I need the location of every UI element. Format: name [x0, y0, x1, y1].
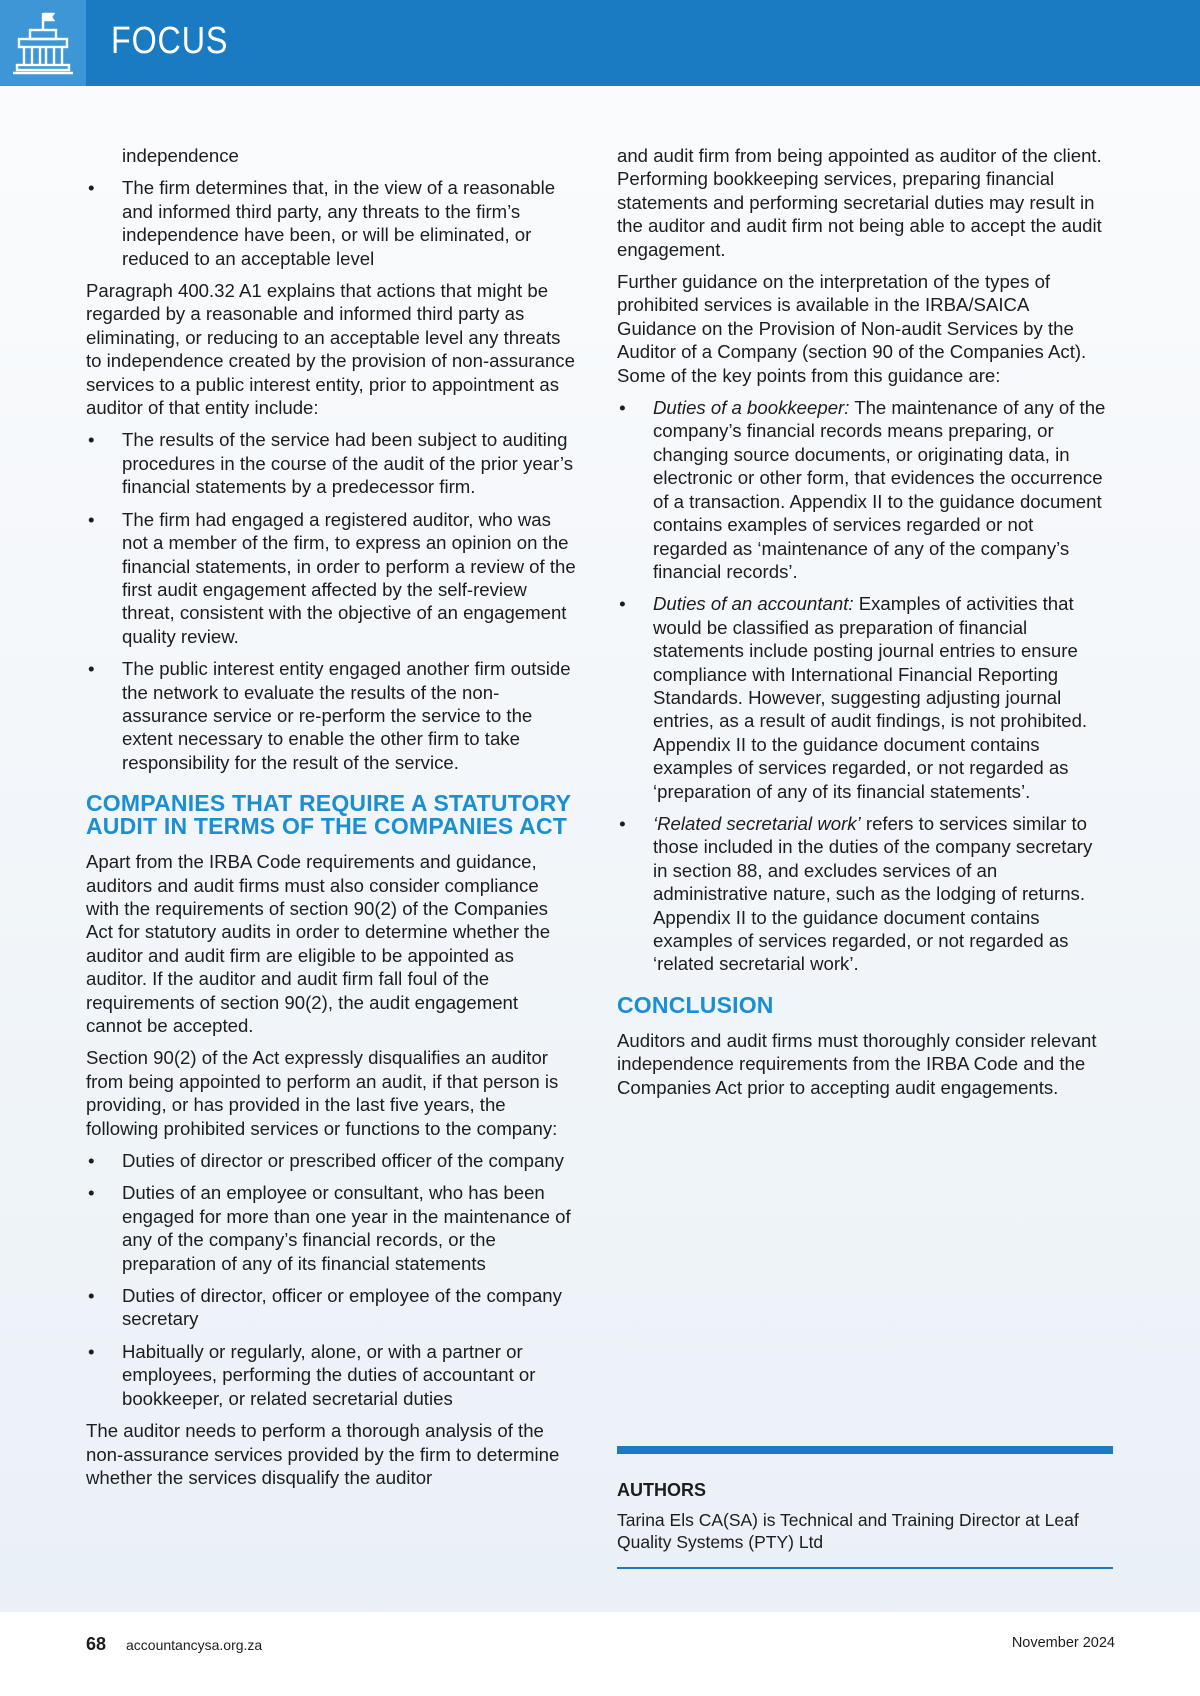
left-column: [86, 144, 576, 1498]
divider: [617, 1567, 1113, 1569]
authors-bio: Tarina Els CA(SA) is Technical and Training Director at Leaf Quality Systems (PTY) Ltd: [617, 1510, 1079, 1552]
bullet: •: [619, 397, 626, 419]
page-number: 68: [86, 1634, 107, 1654]
bullet: •: [88, 1182, 95, 1204]
section-title: FOCUS: [111, 20, 229, 62]
list-item: • Habitually or regularly, alone, or with a partner or employees, performing the duties of accountant or bookkeeper, or related secretarial duties: [88, 1340, 536, 1409]
list-item: • Duties of a bookkeeper: The maintenance of any of the company’s financial records means preparing, or changing source documents, or originating data, in electronic or other form, that evidences the occurrence of a transaction. Appendix II to the guidance document contains examples of services regarded or not regarded as ‘maintenance of any of the company’s financial records’.: [619, 397, 1106, 582]
bullet: •: [88, 508, 95, 530]
building-flag-icon: [11, 10, 75, 76]
paragraph: Paragraph 400.32 A1 explains that actions that might be regarded by a reasonable and informed third party as eliminating, or reducing to an acceptable level any threats to independence created by the provision of non-assurance services to a public interest entity, prior to appointment as auditor of that entity include:: [86, 280, 575, 419]
bullet: •: [88, 1150, 95, 1172]
divider: [617, 1446, 1113, 1454]
bullet: •: [88, 429, 95, 451]
authors-heading: AUTHORS: [617, 1480, 706, 1500]
paragraph: The auditor needs to perform a thorough analysis of the non-assurance services provided by the firm to determine whether the services disqualify the auditor: [86, 1420, 560, 1488]
issue-date: November 2024: [1011, 1635, 1115, 1651]
list-item: • ‘Related secretarial work’ refers to services similar to those included in the duties of the company secretary in section 88, and excludes services of an administrative nature, such as the lodging of returns. Appendix II to the guidance document contains examples of services regarded, or not regarded as ‘related secretarial work’.: [619, 812, 1093, 975]
paragraph: Apart from the IRBA Code requirements and guidance, auditors and audit firms must also consider compliance with the requirements of section 90(2) of the Companies Act for statutory audits in order to determine whether the auditor and audit firm are eligible to be appointed as auditor. If the auditor and audit firm fall foul of the requirements of section 90(2), the audit engagement cannot be accepted.: [86, 851, 551, 1036]
bullet: •: [88, 177, 95, 199]
list-item: • Duties of an employee or consultant, who has been engaged for more than one year in the maintenance of any of the company’s financial records, or the preparation of any of its financial statements: [88, 1182, 571, 1274]
right-column: [617, 144, 1111, 1108]
bullet: •: [88, 658, 95, 680]
bullet: •: [88, 1340, 95, 1362]
paragraph: Further guidance on the interpretation of the types of prohibited services is available in the IRBA/SAICA Guidance on the Provision of Non-audit Services by the Auditor of a Company (section 90 of the Companies Act). Some of the key points from this guidance are:: [617, 271, 1087, 386]
header-bar: [0, 0, 1200, 86]
list-term: Duties of a bookkeeper:: [653, 397, 850, 419]
list-item: • The results of the service had been subject to auditing procedures in the course of the audit of the prior year’s financial statements by a predecessor firm.: [88, 429, 573, 498]
list-item: • Duties of director or prescribed officer of the company: [88, 1150, 564, 1172]
paragraph: Section 90(2) of the Act expressly disqualifies an auditor from being appointed to perform an audit, if that person is providing, or has provided in the last five years, the following prohibited services or functions to the company:: [86, 1047, 559, 1139]
list-item: • The firm had engaged a registered auditor, who was not a member of the firm, to express an opinion on the financial statements, in order to perform a review of the first audit engagement affected by the self-review threat, consistent with the objective of an engagement quality review.: [88, 508, 576, 647]
paragraph: Auditors and audit firms must thoroughly consider relevant independence requirements from the IRBA Code and the Companies Act prior to accepting audit engagements.: [617, 1029, 1097, 1098]
paragraph: and audit firm from being appointed as auditor of the client. Performing bookkeeping services, preparing financial statements and performing secretarial duties may result in the auditor and audit firm not being able to accept the audit engagement.: [617, 145, 1102, 260]
footer: [0, 1612, 1200, 1696]
section-icon-box: [0, 0, 86, 86]
bullet: •: [88, 1285, 95, 1307]
section-heading: COMPANIES THAT REQUIRE A STATUTORY AUDIT IN TERMS OF THE COMPANIES ACT: [86, 790, 571, 840]
bullet: •: [619, 593, 626, 615]
bullet: •: [619, 812, 626, 834]
list-term: Duties of an accountant:: [653, 593, 854, 615]
website-link[interactable]: accountancysa.org.za: [126, 1637, 263, 1653]
list-term: ‘Related secretarial work’: [653, 812, 861, 834]
list-item: • The public interest entity engaged another firm outside the network to evaluate the results of the non-assurance service or re-perform the service to the extent necessary to enable the other firm to take responsibility for the result of the service.: [88, 658, 571, 773]
list-item: • Duties of director, officer or employee of the company secretary: [88, 1285, 562, 1330]
list-item: • The firm determines that, in the view of a reasonable and informed third party, any threats to the firm’s independence have been, or will be eliminated, or reduced to an acceptable level: [88, 177, 556, 269]
conclusion-heading: CONCLUSION: [617, 991, 774, 1018]
authors-box: [617, 1446, 1113, 1569]
list-item: • Duties of an accountant: Examples of activities that would be classified as preparation of financial statements include posting journal entries to ensure compliance with International Financial Reporting Standards. However, suggesting adjusting journal entries, as a result of audit findings, is not prohibited. Appendix II to the guidance document contains examples of services regarded, or not regarded as ‘preparation of any of its financial statements’.: [619, 593, 1088, 802]
continued-text: independence: [122, 145, 239, 166]
